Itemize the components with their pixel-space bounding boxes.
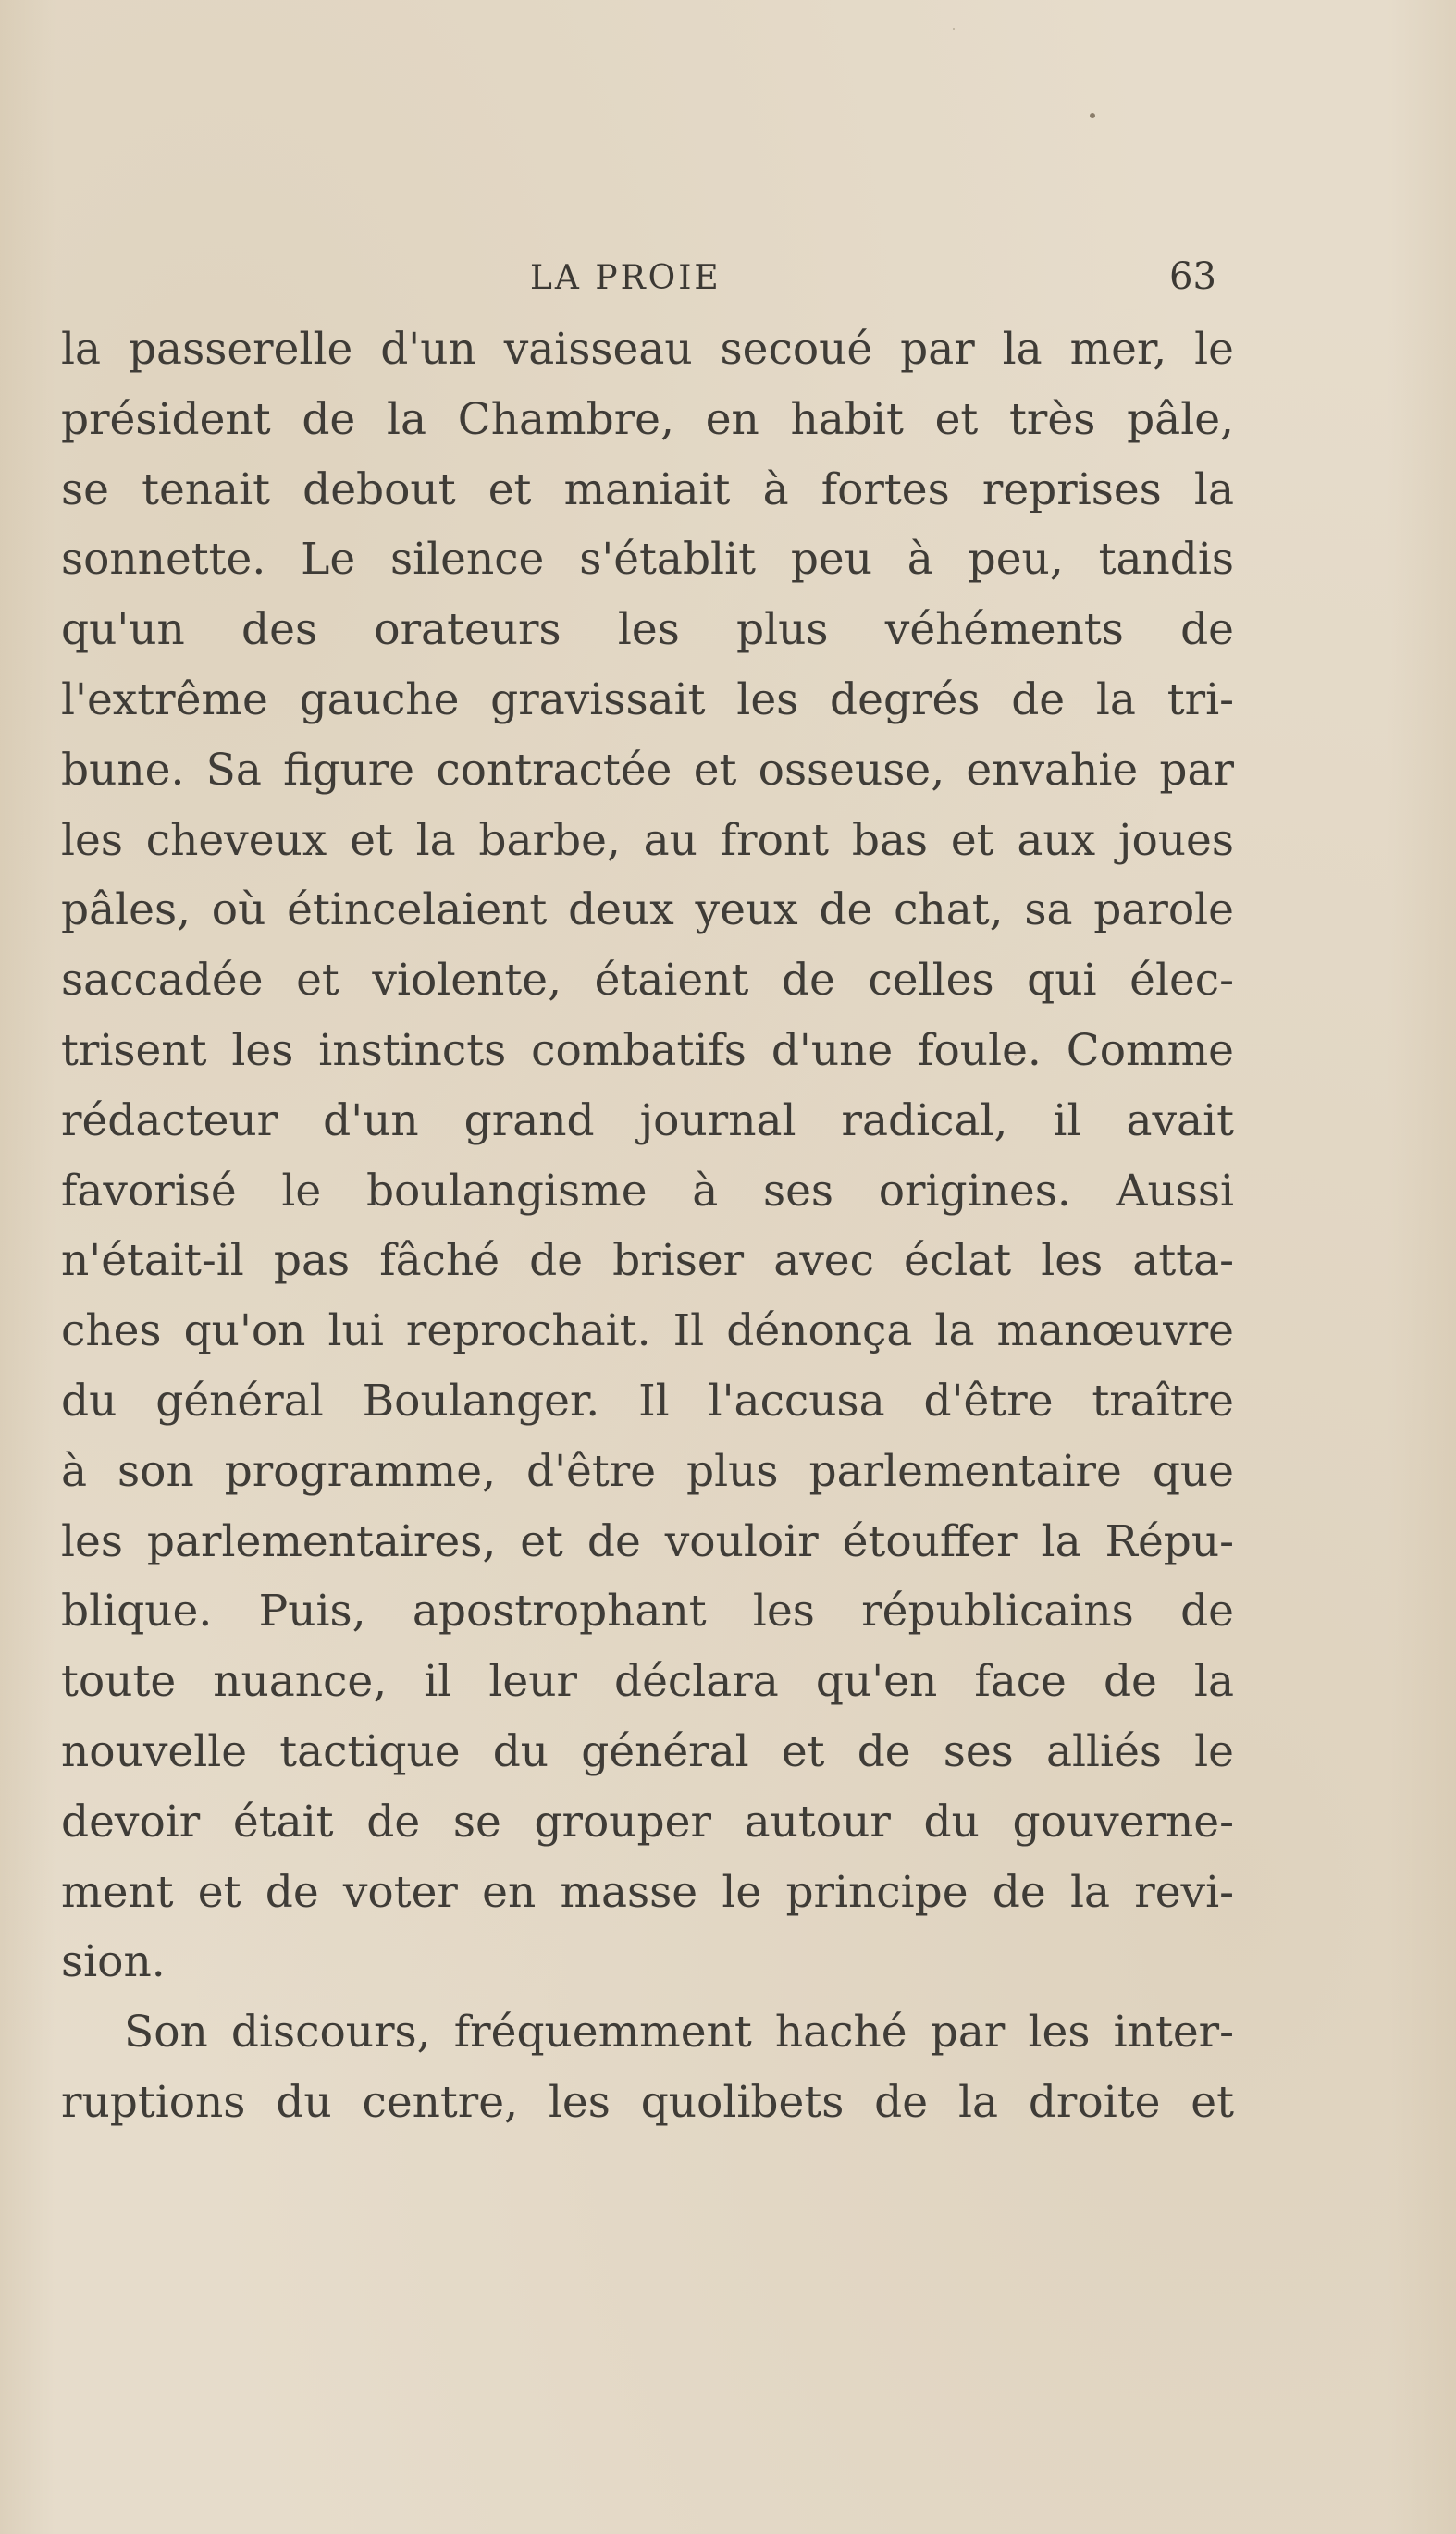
text-line: les cheveux et la barbe, au front bas et aux joues [61, 814, 1234, 866]
text-line: ment et de voter en masse le principe de la revi- [61, 1866, 1234, 1918]
text-line: nouvelle tactique du général et de ses alliés le [61, 1725, 1234, 1777]
text-line: blique. Puis, apostrophant les républicains de [61, 1586, 1234, 1638]
text-line: qu'un des orateurs les plus véhéments de [61, 604, 1234, 656]
text-line: la passerelle d'un vaisseau secoué par la mer, le [61, 324, 1234, 375]
running-head [0, 255, 1456, 311]
text-line: toute nuance, il leur déclara qu'en face de la [61, 1656, 1234, 1708]
text-line: se tenait debout et maniait à fortes reprises la [61, 464, 1234, 515]
text-line: saccadée et violente, étaient de celles qui élec- [61, 955, 1234, 1007]
page-number: 63 [1169, 255, 1216, 298]
text-line: pâles, où étincelaient deux yeux de chat, sa parole [61, 884, 1234, 936]
text-line: ches qu'on lui reprochait. Il dénonça la manœuvre [61, 1305, 1234, 1357]
text-line: favorisé le boulangisme à ses origines. Aussi [61, 1165, 1234, 1217]
text-line: sonnette. Le silence s'établit peu à peu, tandis [61, 534, 1234, 586]
text-line: rédacteur d'un grand journal radical, il avait [61, 1094, 1234, 1146]
text-line: devoir était de se grouper autour du gouverne- [61, 1796, 1234, 1848]
ink-speck [1090, 113, 1095, 118]
text-line: du général Boulanger. Il l'accusa d'être traître [61, 1375, 1234, 1427]
body-text [61, 315, 1234, 2138]
text-line: trisent les instincts combatifs d'une foule. Comme [61, 1024, 1234, 1076]
text-line: l'extrême gauche gravissait les degrés de la tri- [61, 674, 1234, 725]
paragraph-last-line: sion. [61, 1936, 166, 1988]
text-line: n'était-il pas fâché de briser avec éclat les atta- [61, 1235, 1234, 1287]
text-line: ruptions du centre, les quolibets de la droite et [61, 2076, 1234, 2128]
running-head-title: LA PROIE [530, 259, 722, 297]
paragraph-first-line: Son discours, fréquemment haché par les inter- [124, 2007, 1234, 2058]
text-line: président de la Chambre, en habit et très pâle, [61, 393, 1234, 445]
text-line: les parlementaires, et de vouloir étouffer la Répu- [61, 1515, 1234, 1567]
text-line: bune. Sa figure contractée et osseuse, envahie par [61, 744, 1234, 796]
ink-speck [953, 28, 955, 30]
text-line: à son programme, d'être plus parlementaire que [61, 1445, 1234, 1497]
